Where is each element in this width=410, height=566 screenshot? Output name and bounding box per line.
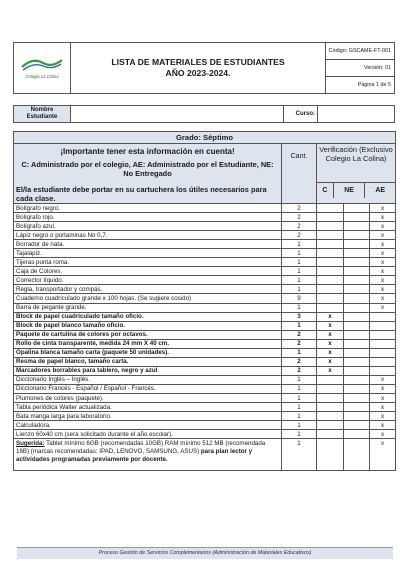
col-ne-header: NE: [333, 183, 365, 199]
check-ae[interactable]: x: [370, 249, 396, 258]
check-ne[interactable]: [344, 294, 370, 303]
course-label: Curso:: [284, 106, 318, 123]
materials-table: [13, 131, 396, 471]
student-name-label: Nombre Estudiante: [14, 106, 71, 123]
check-ae[interactable]: x: [370, 430, 396, 439]
material-qty: 1: [282, 430, 317, 439]
check-ae[interactable]: x: [370, 213, 396, 222]
footer: Proceso Gestión de Servicios Complementarios (Administración de Materiales Educativos): [17, 547, 393, 559]
material-row: [14, 339, 396, 348]
material-row: [14, 267, 396, 276]
check-ne[interactable]: [344, 204, 370, 213]
check-ae[interactable]: x: [370, 276, 396, 285]
check-ne[interactable]: [344, 240, 370, 249]
check-c[interactable]: [317, 222, 344, 231]
document-title: [71, 43, 326, 94]
material-qty: 1: [282, 285, 317, 294]
check-ne[interactable]: [344, 276, 370, 285]
material-name: Bata manga larga para laboratorio.: [14, 412, 282, 421]
material-name: Paquete de cartulina de colores por octavos.: [14, 330, 282, 339]
material-row: [14, 330, 396, 339]
title-line-2: AÑO 2023-2024.: [165, 68, 231, 78]
check-ae[interactable]: x: [370, 375, 396, 384]
material-name: Calculadora.: [14, 421, 282, 430]
verification-header: [317, 144, 396, 204]
material-qty: 9: [282, 294, 317, 303]
material-row: [14, 204, 396, 213]
material-name: Rollo de cinta transparente, medida 24 mm X 40 cm.: [14, 339, 282, 348]
col-ae-header: AE: [365, 183, 395, 199]
material-qty: 1: [282, 348, 317, 357]
check-c[interactable]: [317, 213, 344, 222]
material-name: Corrector líquido.: [14, 276, 282, 285]
material-qty: 2: [282, 357, 317, 366]
check-ne[interactable]: [344, 393, 370, 402]
check-ae[interactable]: [370, 321, 396, 330]
check-ae[interactable]: x: [370, 421, 396, 430]
document-header: [13, 42, 395, 94]
check-c[interactable]: [317, 204, 344, 213]
check-c[interactable]: [317, 240, 344, 249]
logo-text: Colegio La Colina: [25, 73, 59, 79]
material-row: [14, 240, 396, 249]
material-name: Block de papel cuadriculado tamaño oficio.: [14, 312, 282, 321]
material-name: Resma de papel blanco, tamaño carta.: [14, 357, 282, 366]
check-c[interactable]: [317, 249, 344, 258]
check-ae[interactable]: x: [370, 204, 396, 213]
material-row: [14, 213, 396, 222]
verification-title: Verificación (Exclusivo Colegio La Colina): [319, 145, 393, 163]
material-row: [14, 393, 396, 402]
check-c[interactable]: [317, 285, 344, 294]
material-row: [14, 421, 396, 430]
material-qty: 3: [282, 312, 317, 321]
check-c[interactable]: [317, 403, 344, 412]
school-logo: [19, 51, 65, 81]
check-ae[interactable]: x: [370, 267, 396, 276]
material-name: Bolígrafo negro.: [14, 204, 282, 213]
check-ae[interactable]: [370, 366, 396, 375]
material-row: [14, 375, 396, 384]
material-name: Caja de Colores.: [14, 267, 282, 276]
check-ae[interactable]: [370, 312, 396, 321]
check-ae[interactable]: x: [370, 231, 396, 240]
verification-subheader: [317, 182, 395, 198]
check-ne[interactable]: [344, 303, 370, 312]
check-ae[interactable]: x: [370, 439, 396, 471]
important-title: ¡Importante tener esta información en cuenta!: [60, 147, 235, 156]
check-ae[interactable]: x: [370, 412, 396, 421]
check-ne[interactable]: [344, 384, 370, 393]
material-name: Tajalápiz.: [14, 249, 282, 258]
check-ae[interactable]: x: [370, 285, 396, 294]
material-row: [14, 249, 396, 258]
material-row: [14, 285, 396, 294]
material-row: [14, 412, 396, 421]
student-name-field[interactable]: [71, 106, 284, 123]
material-name: Borrador de nata.: [14, 240, 282, 249]
suggestion-text: [14, 439, 282, 471]
document-code: Código: GSCAME-FT-001: [326, 43, 394, 60]
check-ne[interactable]: [344, 403, 370, 412]
material-qty: 1: [282, 375, 317, 384]
check-ae[interactable]: x: [370, 303, 396, 312]
qty-header: Cant.: [282, 144, 317, 204]
logo-cell: [14, 43, 71, 94]
material-name: Tabla periódica Walter actualizada.: [14, 403, 282, 412]
suggestion-bold: para plan lector y actividades programadas previamente por docente.: [16, 448, 253, 464]
grade-header: Grado: Séptimo: [14, 132, 396, 144]
check-ne[interactable]: [344, 357, 370, 366]
check-c[interactable]: [317, 267, 344, 276]
check-ne[interactable]: [344, 222, 370, 231]
check-c[interactable]: [317, 231, 344, 240]
title-line-1: LISTA DE MATERIALES DE ESTUDIANTES: [111, 57, 285, 67]
material-qty: 2: [282, 330, 317, 339]
material-qty: 2: [282, 231, 317, 240]
check-ae[interactable]: [370, 357, 396, 366]
material-qty: 1: [282, 421, 317, 430]
check-ae[interactable]: x: [370, 384, 396, 393]
material-qty: 1: [282, 303, 317, 312]
check-c[interactable]: x: [317, 330, 344, 339]
material-name: Bolígrafo azul.: [14, 222, 282, 231]
check-c[interactable]: [317, 439, 344, 471]
check-ne[interactable]: [344, 231, 370, 240]
check-ae[interactable]: [370, 348, 396, 357]
check-ae[interactable]: [370, 330, 396, 339]
check-c[interactable]: [317, 412, 344, 421]
material-row: [14, 231, 396, 240]
check-c[interactable]: x: [317, 366, 344, 375]
check-c[interactable]: [317, 276, 344, 285]
check-ne[interactable]: [344, 258, 370, 267]
material-row: [14, 348, 396, 357]
check-c[interactable]: [317, 430, 344, 439]
material-qty: 1: [282, 240, 317, 249]
material-row: [14, 258, 396, 267]
material-name: Diccionario Inglés – Inglés.: [14, 375, 282, 384]
check-c[interactable]: x: [317, 339, 344, 348]
check-c[interactable]: [317, 421, 344, 430]
material-qty: 1: [282, 393, 317, 402]
material-row: [14, 384, 396, 393]
check-c[interactable]: x: [317, 348, 344, 357]
material-row: [14, 294, 396, 303]
material-name: Block de papel blanco tamaño oficio.: [14, 321, 282, 330]
material-qty: 2: [282, 339, 317, 348]
check-c[interactable]: x: [317, 321, 344, 330]
check-c[interactable]: [317, 375, 344, 384]
material-qty: 2: [282, 222, 317, 231]
check-c[interactable]: [317, 384, 344, 393]
material-name: Diccionario Francés - Español / Español - Francés.: [14, 384, 282, 393]
check-c[interactable]: [317, 393, 344, 402]
suggestion-qty: 1: [282, 439, 317, 471]
material-name: Lienzo 60x40 cm (será solicitado durante el año escolar).: [14, 430, 282, 439]
check-ne[interactable]: [344, 321, 370, 330]
material-name: Opalina blanca tamaño carta (paquete 50 unidades).: [14, 348, 282, 357]
check-ae[interactable]: x: [370, 393, 396, 402]
check-ae[interactable]: [370, 339, 396, 348]
material-name: Cuaderno cuadriculado grande x 100 hojas. (Se sugiere cosido): [14, 294, 282, 303]
material-row: [14, 357, 396, 366]
suggestion-body: Tablet mínimo 6GB (recomendadas 10GB) RAM mínimo 512 MB (recomendada 16B) (marcas recomendadas: IPAD, LENOVO, SAMSUNG, ASUS): [16, 440, 266, 456]
check-ae[interactable]: x: [370, 294, 396, 303]
material-row: [14, 366, 396, 375]
check-ne[interactable]: [344, 249, 370, 258]
check-ne[interactable]: [344, 348, 370, 357]
check-ne[interactable]: [344, 439, 370, 471]
material-qty: 2: [282, 204, 317, 213]
check-ne[interactable]: [344, 285, 370, 294]
material-name: Barra de pegante grande.: [14, 303, 282, 312]
material-qty: 1: [282, 267, 317, 276]
material-name: Tijeras punta roma.: [14, 258, 282, 267]
important-info-cell: [14, 144, 282, 204]
check-ae[interactable]: x: [370, 403, 396, 412]
material-row: [14, 303, 396, 312]
material-row: [14, 312, 396, 321]
legend-text: C: Administrado por el colegio, AE: Administrado por el Estudiante, NE: No Entregado: [21, 160, 274, 178]
check-c[interactable]: [317, 303, 344, 312]
material-name: Plumones de colores (paquete).: [14, 393, 282, 402]
material-row: [14, 403, 396, 412]
check-c[interactable]: [317, 294, 344, 303]
material-name: Lápiz negro o portaminas No 0,7.: [14, 231, 282, 240]
material-name: Regla, transportador y compás.: [14, 285, 282, 294]
check-ne[interactable]: [344, 430, 370, 439]
material-qty: 1: [282, 258, 317, 267]
material-qty: 1: [282, 412, 317, 421]
material-qty: 2: [282, 366, 317, 375]
material-qty: 1: [282, 276, 317, 285]
check-ne[interactable]: [344, 213, 370, 222]
course-field[interactable]: [318, 106, 395, 123]
note-text: El/la estudiante debe portar en su cartuchera los útiles necesarios para cada clase.: [16, 185, 267, 203]
material-name: Marcadores borrables para tablero, negro y azul: [14, 366, 282, 375]
check-ae[interactable]: x: [370, 240, 396, 249]
document-meta: [326, 43, 395, 94]
check-ne[interactable]: [344, 267, 370, 276]
material-row: [14, 222, 396, 231]
material-row: [14, 321, 396, 330]
check-ne[interactable]: [344, 339, 370, 348]
suggestion-label: Sugerida:: [16, 440, 45, 448]
check-ne[interactable]: [344, 375, 370, 384]
check-ne[interactable]: [344, 421, 370, 430]
material-qty: 2: [282, 213, 317, 222]
student-info-row: [13, 105, 395, 123]
page-number: Página 1 de 5: [357, 82, 391, 88]
check-c[interactable]: x: [317, 357, 344, 366]
check-ne[interactable]: [344, 366, 370, 375]
material-qty: 1: [282, 321, 317, 330]
document-version: Versión: 01: [326, 60, 394, 77]
material-qty: 1: [282, 249, 317, 258]
check-ne[interactable]: [344, 312, 370, 321]
material-row: [14, 276, 396, 285]
check-c[interactable]: x: [317, 312, 344, 321]
material-name: Bolígrafo rojo.: [14, 213, 282, 222]
material-qty: 1: [282, 403, 317, 412]
material-qty: 1: [282, 384, 317, 393]
check-c[interactable]: [317, 258, 344, 267]
check-ne[interactable]: [344, 330, 370, 339]
suggestion-row: [14, 439, 396, 471]
check-ae[interactable]: x: [370, 222, 396, 231]
check-ae[interactable]: x: [370, 258, 396, 267]
col-c-header: C: [317, 183, 333, 199]
material-row: [14, 430, 396, 439]
check-ne[interactable]: [344, 412, 370, 421]
